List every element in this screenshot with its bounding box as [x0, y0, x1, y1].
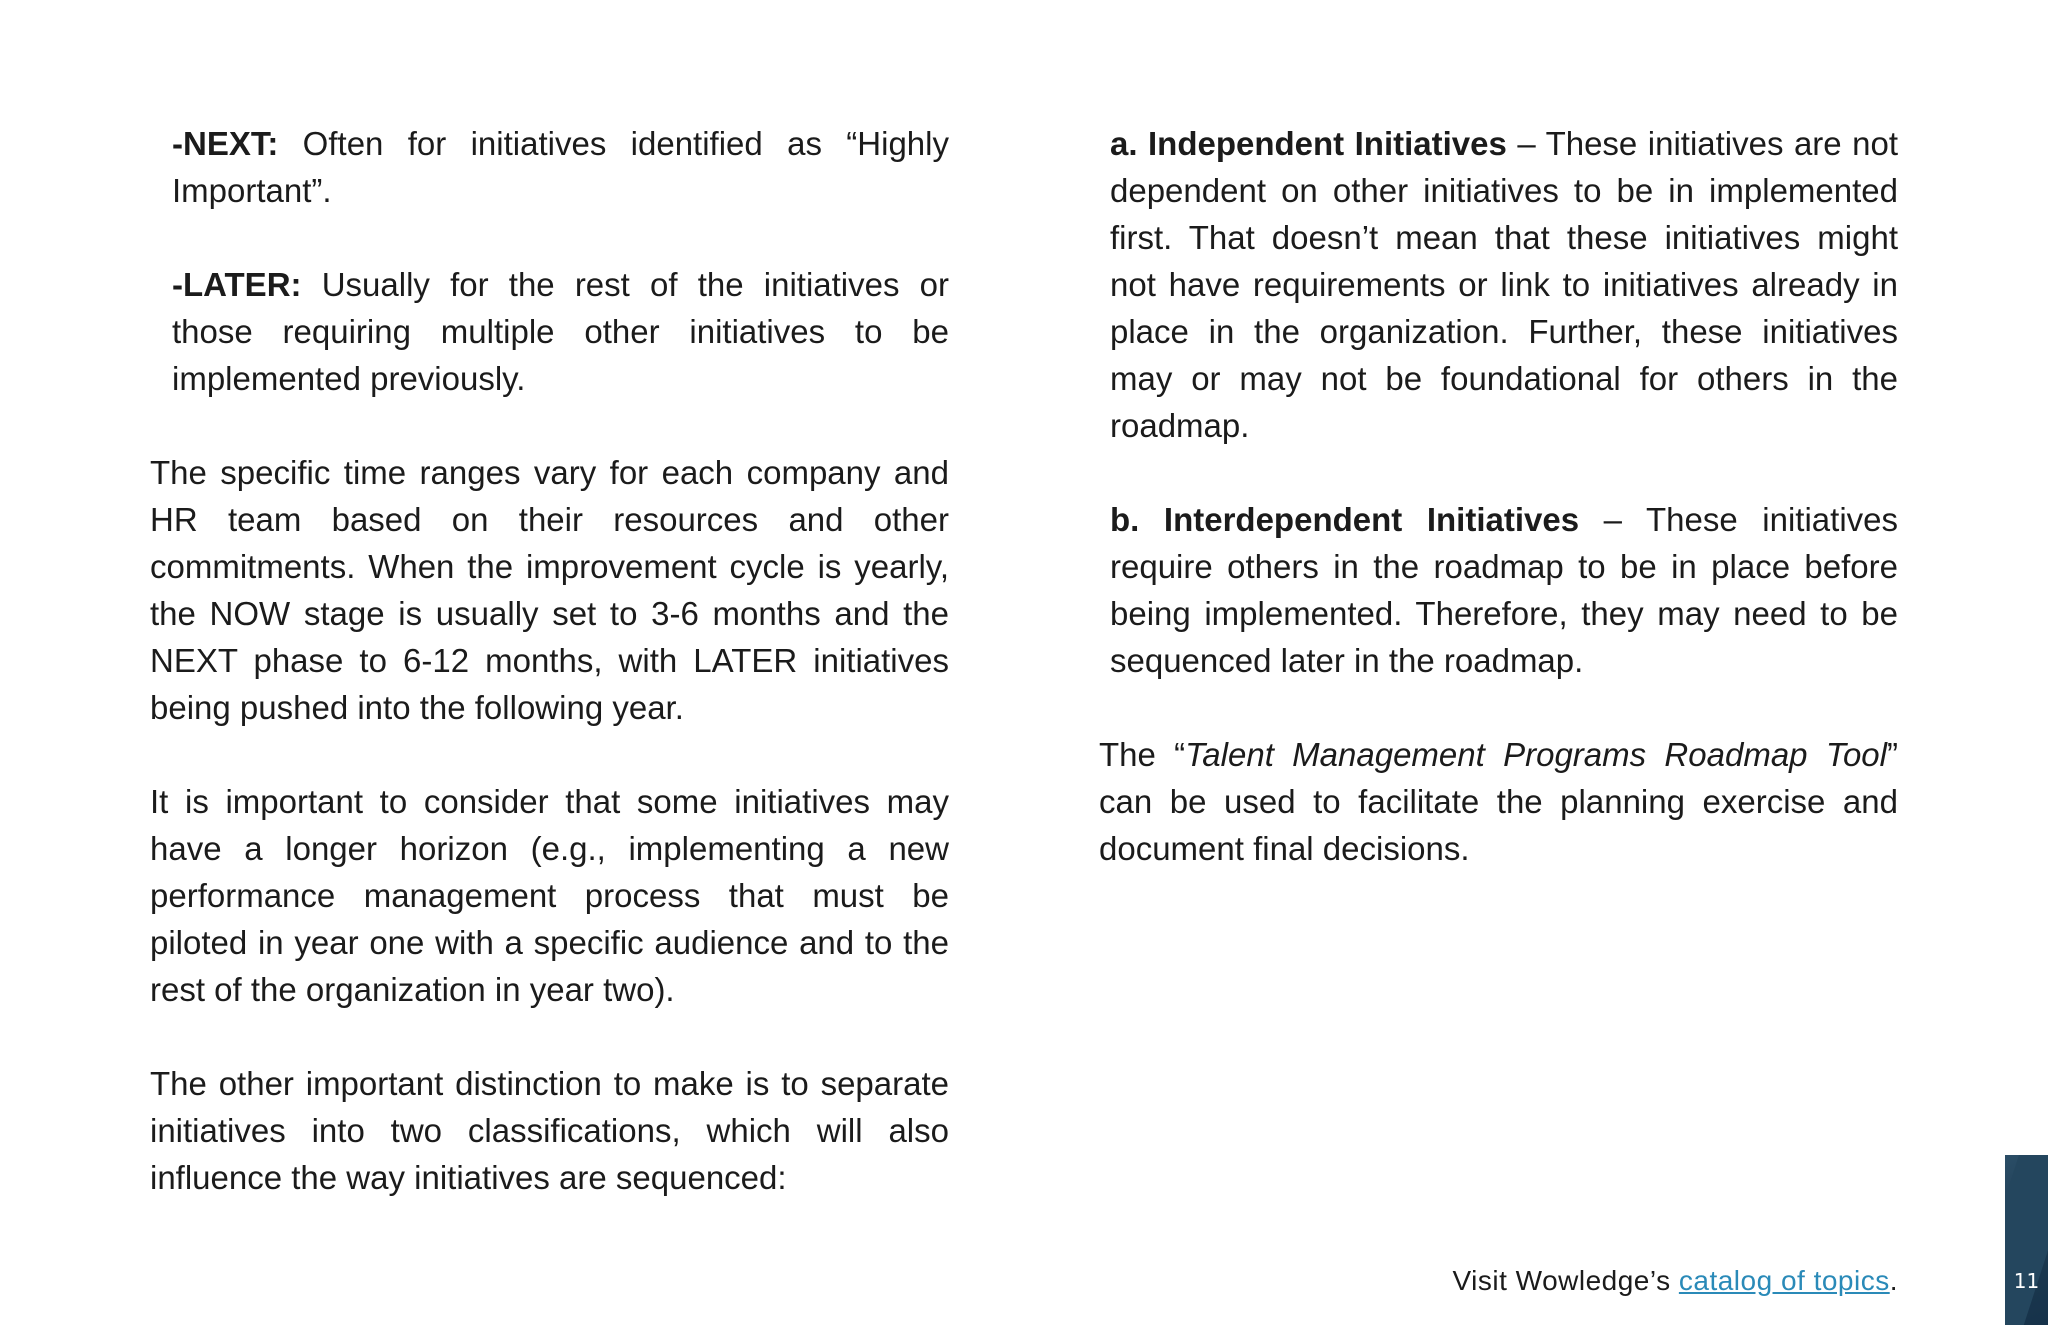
interdependent-label: b. Interdependent Initiatives — [1110, 501, 1580, 538]
tool-prefix: The “ — [1099, 736, 1186, 773]
distinction-paragraph: The other important distinction to make is to separate initiatives into two classifications, which will also influence the way initiatives are sequenced: — [150, 1065, 949, 1196]
tool-suffix: ” can be used to facilitate the planning exercise and document final decisions. — [1099, 736, 1898, 867]
left-column — [150, 120, 949, 1248]
independent-initiatives-item — [1110, 120, 1898, 449]
footer — [1452, 1261, 1898, 1301]
catalog-of-topics-link[interactable]: catalog of topics — [1678, 1265, 1890, 1296]
independent-text: – These initiatives are not dependent on other initiatives to be in implemented first. That doesn’t mean that these initiatives might not have requirements or link to initiatives already in place in the organization. Further, these initiatives may or may not be foundational for others in the roadmap. — [1110, 125, 1898, 444]
page-tab-stripe — [2005, 1155, 2048, 1325]
time-ranges-paragraph: The specific time ranges vary for each company and HR team based on their resources and other commitments. When the improvement cycle is yearly, the NOW stage is usually set to 3-6 months and the NEXT phase to 6-12 months, with LATER initiatives being pushed into the following year. — [150, 454, 949, 726]
page-number: 11 — [2013, 1269, 2040, 1293]
next-item — [172, 120, 949, 214]
later-label: -LATER: — [172, 266, 302, 303]
footer-suffix: . — [1889, 1265, 1898, 1296]
next-text: Often for initiatives identified as “Highly Important”. — [172, 125, 949, 209]
independent-label: a. Independent Initiatives — [1110, 125, 1507, 162]
interdependent-text: – These initiatives require others in the roadmap to be in place before being implemented. Therefore, they may need to be sequenced later in the roadmap. — [1110, 501, 1899, 679]
interdependent-initiatives-item — [1110, 496, 1898, 684]
tool-name: Talent Management Programs Roadmap Tool — [1185, 736, 1887, 773]
footer-prefix: Visit Wowledge’s — [1452, 1265, 1679, 1296]
longer-horizon-paragraph: It is important to consider that some initiatives may have a longer horizon (e.g., implementing a new performance management process that must be piloted in year one with a specific audience and to the rest of the organization in year two). — [150, 783, 949, 1008]
roadmap-tool-paragraph — [1099, 731, 1898, 872]
right-column — [1099, 120, 1898, 919]
page-number-tab — [2005, 1155, 2048, 1325]
next-label: -NEXT: — [172, 125, 279, 162]
later-item — [172, 261, 949, 402]
later-text: Usually for the rest of the initiatives or those requiring multiple other initiatives to be implemented previously. — [172, 266, 949, 397]
